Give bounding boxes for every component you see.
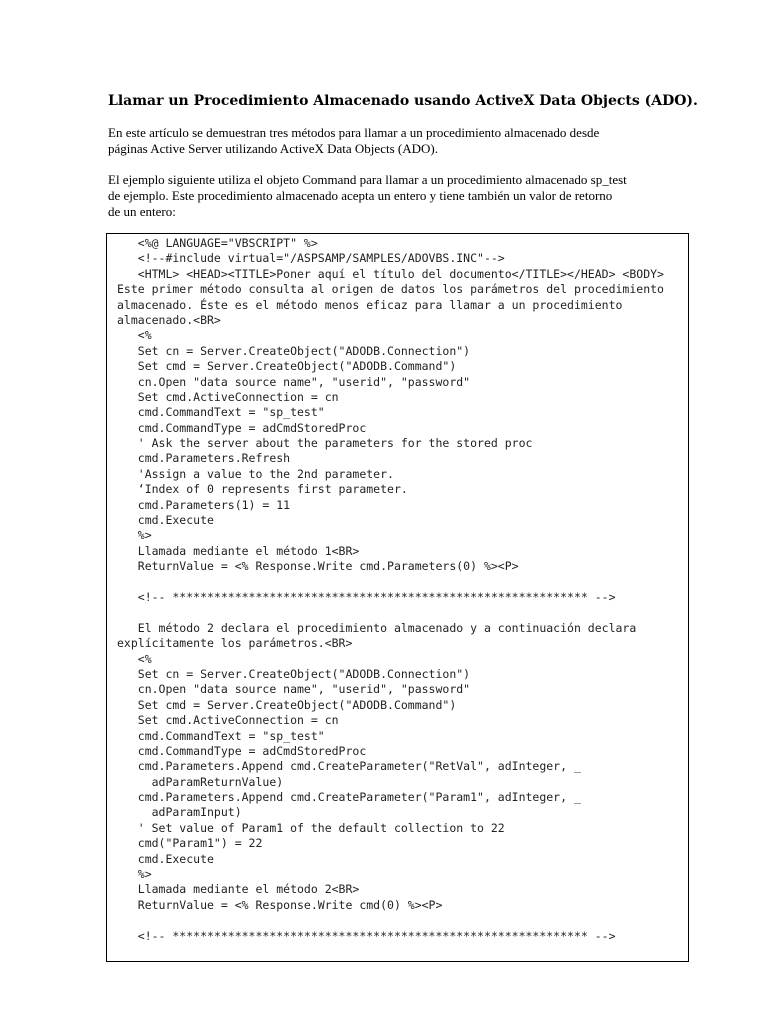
code-line: Set cmd.ActiveConnection = cn — [117, 389, 339, 404]
code-line: Set cmd = Server.CreateObject("ADODB.Command") — [117, 697, 457, 712]
code-block — [117, 236, 664, 944]
paragraph-line: El ejemplo siguiente utiliza el objeto Command para llamar a un procedimiento almacenado sp_test — [108, 172, 627, 187]
paragraph-line: páginas Active Server utilizando ActiveX Data Objects (ADO). — [108, 141, 438, 156]
code-line: <!-- ************************************************************ --> — [117, 589, 616, 604]
code-line: ' Ask the server about the parameters for the stored proc — [117, 436, 533, 451]
code-line: cmd.Parameters(1) = 11 — [117, 497, 291, 512]
code-line: cmd.Execute — [117, 851, 214, 866]
code-line: cmd.CommandType = adCmdStoredProc — [117, 420, 367, 435]
example-paragraph — [108, 172, 668, 220]
code-line: Llamada mediante el método 1<BR> — [117, 543, 360, 558]
code-line: 'Assign a value to the 2nd parameter. — [117, 466, 394, 481]
code-line: <!--#include virtual="/ASPSAMP/SAMPLES/ADOVBS.INC"--> — [117, 251, 505, 266]
code-line: almacenado.<BR> — [117, 312, 221, 327]
code-line: <HTML> <HEAD><TITLE>Poner aquí el título del documento</TITLE></HEAD> <BODY> — [117, 266, 664, 281]
code-line: cmd.Parameters.Append cmd.CreateParameter("Param1", adInteger, _ — [117, 790, 581, 805]
document-title: Llamar un Procedimiento Almacenado usando ActiveX Data Objects (ADO). — [108, 93, 698, 109]
code-line: <% — [117, 328, 152, 343]
code-sample-box — [106, 233, 689, 962]
code-line: cmd.Parameters.Refresh — [117, 451, 291, 466]
code-line: ‘Index of 0 represents first parameter. — [117, 482, 408, 497]
code-line: Set cmd.ActiveConnection = cn — [117, 713, 339, 728]
code-line: Llamada mediante el método 2<BR> — [117, 882, 360, 897]
code-line: cn.Open "data source name", "userid", "password" — [117, 374, 471, 389]
paragraph-line: de ejemplo. Este procedimiento almacenado acepta un entero y tiene también un valor de retorno — [108, 188, 613, 203]
code-line: explícitamente los parámetros.<BR> — [117, 636, 353, 651]
code-line: cmd.Execute — [117, 513, 214, 528]
code-line: ' Set value of Param1 of the default collection to 22 — [117, 820, 505, 835]
code-line: El método 2 declara el procedimiento almacenado y a continuación declara — [117, 620, 637, 635]
code-line: Este primer método consulta al origen de datos los parámetros del procedimiento — [117, 282, 664, 297]
code-line: %> — [117, 528, 152, 543]
code-line: cmd.CommandText = "sp_test" — [117, 728, 325, 743]
code-line: cmd.CommandText = "sp_test" — [117, 405, 325, 420]
code-line: cmd("Param1") = 22 — [117, 836, 263, 851]
paragraph-line: de un entero: — [108, 204, 176, 219]
code-line: <% — [117, 651, 152, 666]
code-line: cn.Open "data source name", "userid", "password" — [117, 682, 471, 697]
code-line: <%@ LANGUAGE="VBSCRIPT" %> — [117, 236, 318, 250]
code-line: adParamReturnValue) — [117, 774, 284, 789]
code-line: Set cn = Server.CreateObject("ADODB.Connection") — [117, 343, 471, 358]
code-line: ReturnValue = <% Response.Write cmd.Parameters(0) %><P> — [117, 559, 519, 574]
code-line: cmd.Parameters.Append cmd.CreateParameter("RetVal", adInteger, _ — [117, 759, 581, 774]
intro-paragraph — [108, 125, 668, 157]
code-line: adParamInput) — [117, 805, 242, 820]
code-line — [117, 605, 664, 620]
code-line: almacenado. Éste es el método menos eficaz para llamar a un procedimiento — [117, 297, 623, 312]
code-line: Set cn = Server.CreateObject("ADODB.Connection") — [117, 666, 471, 681]
code-line: cmd.CommandType = adCmdStoredProc — [117, 743, 367, 758]
code-line: %> — [117, 867, 152, 882]
code-line: ReturnValue = <% Response.Write cmd(0) %><P> — [117, 897, 443, 912]
code-line: <!-- ************************************************************ --> — [117, 928, 616, 943]
paragraph-line: En este artículo se demuestran tres métodos para llamar a un procedimiento almacenado desde — [108, 125, 600, 140]
code-line: Set cmd = Server.CreateObject("ADODB.Command") — [117, 359, 457, 374]
code-line — [117, 913, 664, 928]
code-line — [117, 575, 664, 590]
